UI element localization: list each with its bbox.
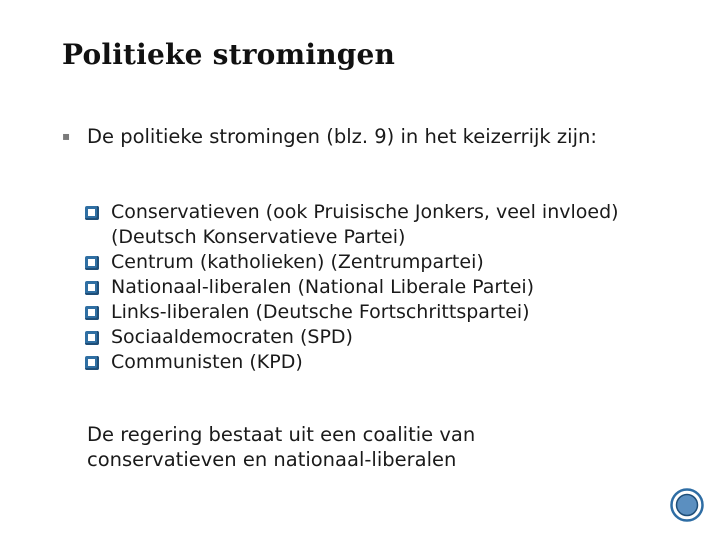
list-item-text: Conservatieven (ook Pruisische Jonkers, veel invloed)(Deutsch Konservatieve Partei) — [111, 201, 619, 248]
intro-bullet — [62, 124, 662, 149]
list-item — [85, 325, 695, 350]
checkbox-bullet-icon — [85, 206, 99, 220]
intro-text: De politieke stromingen (blz. 9) in het keizerrijk zijn: — [87, 125, 597, 148]
list-item — [85, 200, 695, 250]
checkbox-bullet-icon — [85, 281, 99, 295]
list-item — [85, 250, 695, 275]
list-item-text: Nationaal-liberalen (National Liberale Partei) — [111, 276, 535, 298]
list-item — [85, 275, 695, 300]
conclusion-line-2: conservatieven en nationaal-liberalen — [87, 448, 457, 471]
checkbox-bullet-icon — [85, 331, 99, 345]
list-item — [85, 300, 695, 325]
checkbox-bullet-icon — [85, 356, 99, 370]
party-list — [85, 200, 695, 375]
list-item-text: Sociaaldemocraten (SPD) — [111, 326, 353, 348]
checkbox-bullet-icon — [85, 256, 99, 270]
conclusion-line-1: De regering bestaat uit een coalitie van — [87, 423, 476, 446]
list-item-text: Links-liberalen (Deutsche Fortschrittspartei) — [111, 301, 530, 323]
list-item — [85, 350, 695, 375]
list-item-text: Communisten (KPD) — [111, 351, 303, 373]
conclusion-text — [87, 422, 687, 472]
slide-title: Politieke stromingen — [62, 38, 396, 71]
circle-nav-icon — [670, 488, 704, 522]
checkbox-bullet-icon — [85, 306, 99, 320]
navigation-button[interactable] — [670, 488, 704, 522]
square-bullet-icon: ▪ — [62, 129, 71, 143]
list-item-text: Centrum (katholieken) (Zentrumpartei) — [111, 251, 484, 273]
